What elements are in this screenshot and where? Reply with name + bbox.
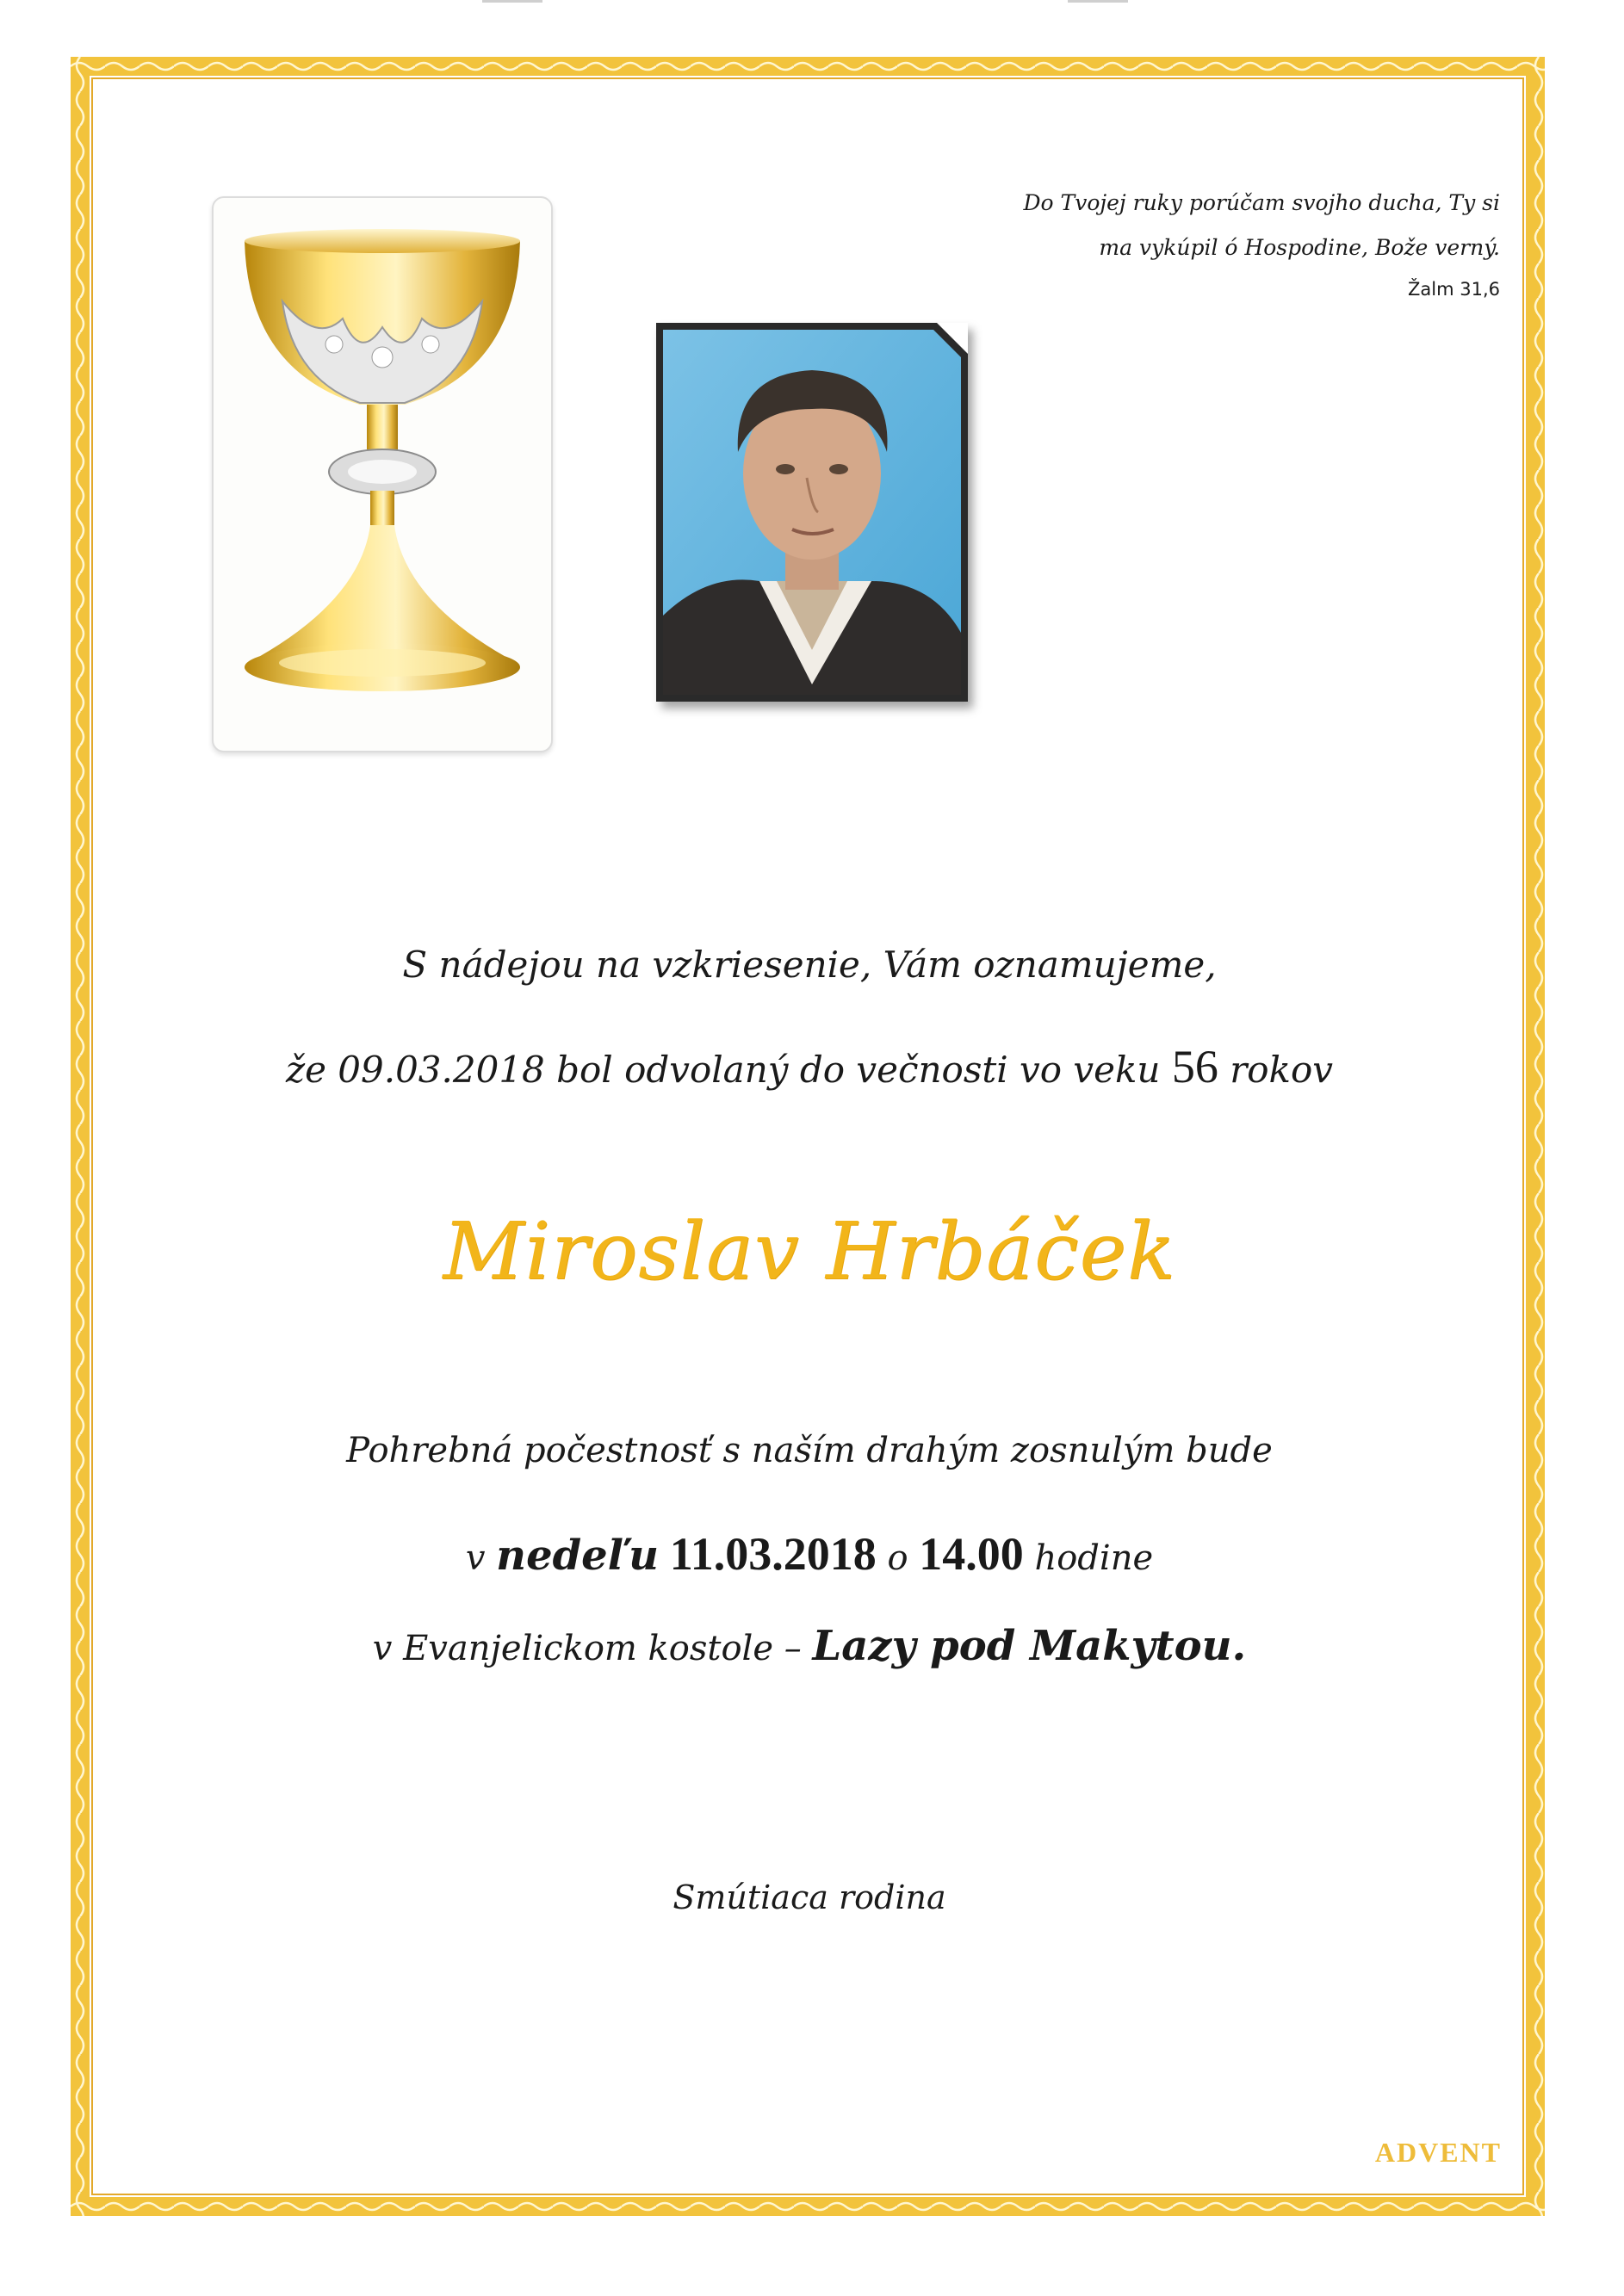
funeral-place: Lazy pod Makytou. [812,1622,1247,1670]
age-value: 56 [1171,1041,1218,1092]
verse-line-1: Do Tvojej ruky porúčam svojho ducha, Ty si [1023,190,1500,215]
announcement-line-2 [90,1040,1529,1093]
verse-reference: Žalm 31,6 [1408,279,1500,300]
funeral-line-3 [90,1622,1529,1670]
funeral-day-prefix: v [465,1538,497,1578]
funeral-line-1: Pohrebná počestnosť s naším drahým zosnulým bude [346,1431,1273,1470]
funeral-time-connector: o [876,1538,920,1578]
announcement-line-1: S nádejou na vzkriesenie, Vám oznamujeme, [402,944,1217,986]
funeral-line-2 [90,1527,1529,1581]
brand-mark: ADVENT [1374,2137,1502,2168]
chalice-icon [214,198,551,751]
funeral-time: 14.00 [919,1528,1024,1580]
portrait-photo [656,323,968,702]
announcement-date-text: že 09.03.2018 bol odvolaný do večnosti vo veku [285,1049,1172,1091]
family-signature: Smútiaca rodina [673,1878,946,1916]
verse-line-2: ma vykúpil ó Hospodine, Bože verný. [1099,235,1500,260]
announcement-suffix: rokov [1218,1049,1334,1091]
portrait-person-icon [656,323,968,702]
funeral-hour-suffix: hodine [1023,1538,1154,1578]
funeral-date: 11.03.2018 [669,1528,877,1580]
deceased-name: Miroslav Hrbáček [443,1205,1176,1297]
chalice-image [212,196,553,752]
psalm-verse [880,181,1500,270]
funeral-day: nedeľu [496,1532,659,1580]
top-edge-marks [0,0,1624,17]
funeral-church: v Evanjelickom kostole – [372,1629,813,1668]
obituary-card-frame [71,57,1545,2216]
